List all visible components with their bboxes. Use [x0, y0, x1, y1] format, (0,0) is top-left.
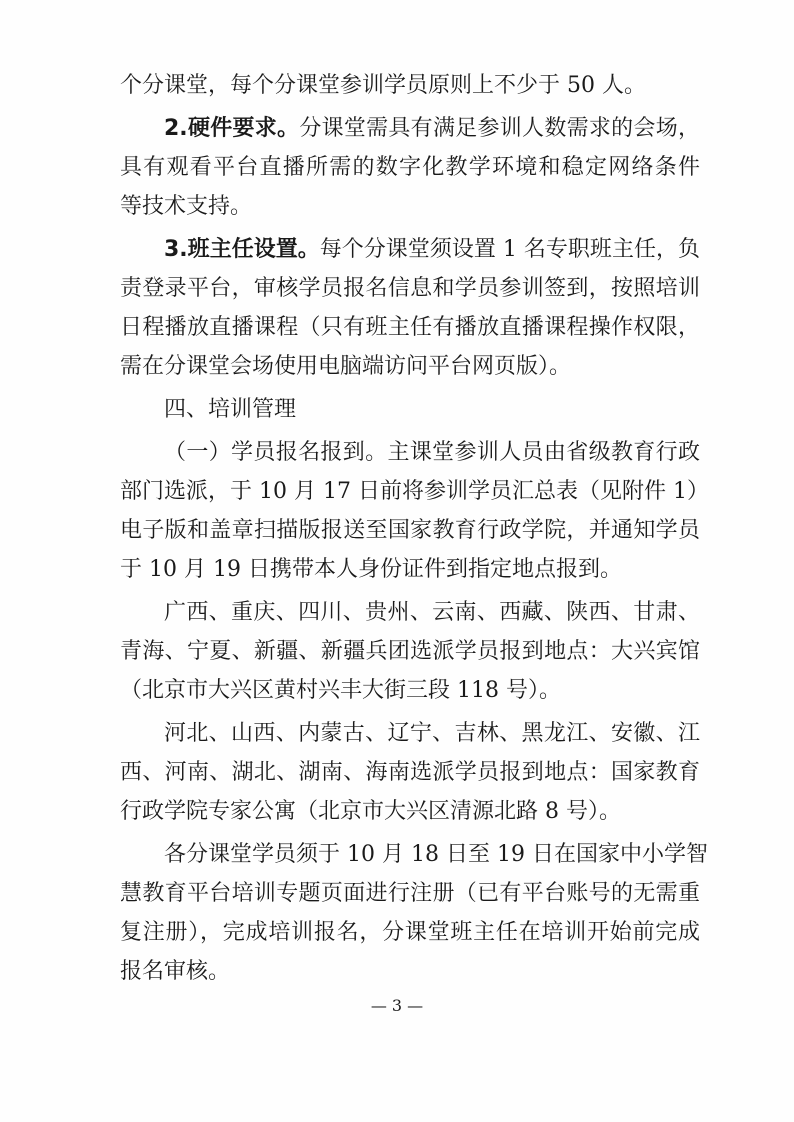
text-line: 需在分课堂会场使用电脑端访问平台网页版）。 — [120, 354, 572, 379]
paragraph-head-teacher — [120, 230, 700, 386]
paragraph-hardware-requirements — [120, 109, 700, 226]
section-heading: 四、培训管理 — [164, 397, 297, 422]
text-line: 慧教育平台培训专题页面进行注册（已有平台账号的无需重 — [120, 881, 700, 906]
text-line: 部门选派，于 10 月 17 日前将参训学员汇总表（见附件 1） — [120, 479, 709, 504]
paragraph-registration — [120, 433, 709, 589]
paragraph-daxing-hotel — [120, 593, 700, 710]
text-line: （北京市大兴区黄村兴丰大街三段 118 号）。 — [120, 678, 561, 703]
paragraph-online-registration — [120, 835, 708, 991]
document-body — [120, 66, 709, 995]
text-line: 日程播放直播课程（只有班主任有播放直播课程操作权限， — [120, 315, 700, 340]
text-line: 广西、重庆、四川、贵州、云南、西藏、陕西、甘肃、 — [164, 600, 700, 625]
section-heading-training-management — [120, 390, 700, 429]
paragraph-class-size — [120, 66, 700, 105]
paragraph-expert-apartment — [120, 714, 700, 831]
text-line: 报名审核。 — [120, 959, 231, 984]
text-line: （一）学员报名报到。主课堂参训人员由省级教育行政 — [164, 440, 700, 465]
text-run: 分课堂需具有满足参训人数需求的会场， — [299, 116, 700, 141]
item-title-hardware: 2.硬件要求。 — [164, 116, 300, 141]
text-line: 电子版和盖章扫描版报送至国家教育行政学院，并通知学员 — [120, 518, 700, 543]
item-title-head-teacher: 3.班主任设置。 — [164, 237, 320, 262]
text-line: 西、河南、湖北、湖南、海南选派学员报到地点：国家教育 — [120, 760, 700, 785]
text-run: 每个分课堂须设置 1 名专职班主任，负 — [319, 237, 700, 262]
text-line: 青海、宁夏、新疆、新疆兵团选派学员报到地点：大兴宾馆 — [120, 639, 700, 664]
text-line: 责登录平台，审核学员报名信息和学员参训签到，按照培训 — [120, 276, 700, 301]
text-line: 具有观看平台直播所需的数字化教学环境和稳定网络条件 — [120, 155, 700, 180]
text-line: 行政学院专家公寓（北京市大兴区清源北路 8 号）。 — [120, 799, 621, 824]
text-line: 于 10 月 19 日携带本人身份证件到指定地点报到。 — [120, 557, 622, 582]
text-line: 个分课堂，每个分课堂参训学员原则上不少于 50 人。 — [120, 73, 646, 98]
text-line: 等技术支持。 — [120, 194, 253, 219]
page-number: — 3 — — [370, 996, 424, 1015]
text-line: 河北、山西、内蒙古、辽宁、吉林、黑龙江、安徽、江 — [164, 721, 700, 746]
text-line: 复注册），完成培训报名，分课堂班主任在培训开始前完成 — [120, 920, 700, 945]
text-line — [120, 109, 700, 148]
text-line — [120, 230, 700, 269]
text-line: 各分课堂学员须于 10 月 18 日至 19 日在国家中小学智 — [164, 842, 708, 867]
